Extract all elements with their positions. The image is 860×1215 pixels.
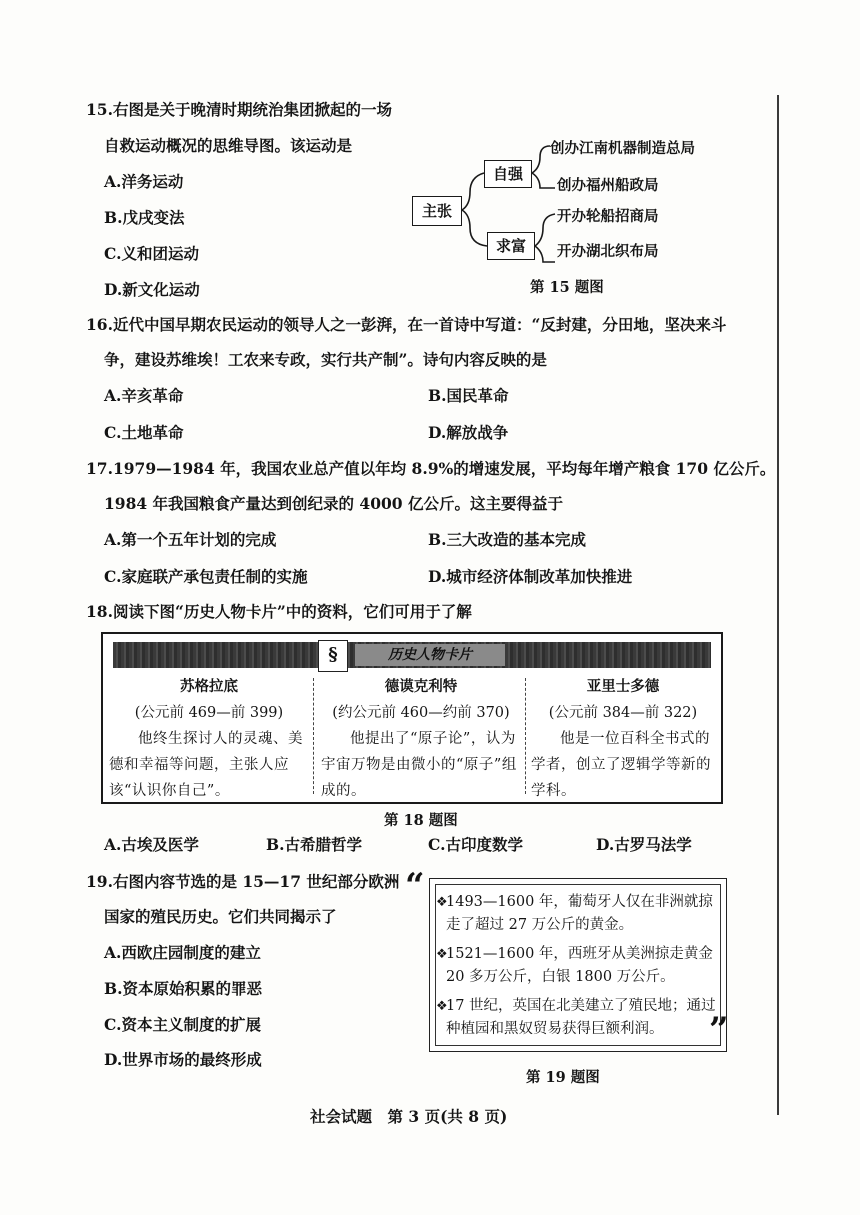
q19-stem-line2: 国家的殖民历史。它们共同揭示了 xyxy=(104,907,337,926)
q19-option-d[interactable]: D.世界市场的最终形成 xyxy=(104,1050,262,1069)
card-scroll-icon: § xyxy=(318,640,348,672)
close-quote-icon: ” xyxy=(709,1010,729,1050)
q15-mindmap-branch-qiufu: 求富 xyxy=(487,232,535,260)
person-name: 德谟克利特 xyxy=(384,678,458,695)
q17-option-a[interactable]: A.第一个五年计划的完成 xyxy=(104,530,277,549)
q15-stem-line2: 自救运动概况的思维导图。该运动是 xyxy=(104,136,353,155)
q15-caption: 第 15 题图 xyxy=(530,279,604,296)
card-divider xyxy=(313,678,314,794)
q19-item-3 xyxy=(436,995,718,1041)
card-divider xyxy=(525,678,526,794)
diamond-bullet-icon: ❖ xyxy=(436,895,448,910)
q17-option-b[interactable]: B.三大改造的基本完成 xyxy=(428,530,586,549)
q19-stem-line1: 19.右图内容节选的是 15—17 世纪部分欧洲 xyxy=(86,872,400,891)
person-dates: (公元前 384—前 322) xyxy=(548,705,698,721)
q18-option-c[interactable]: C.古印度数学 xyxy=(428,835,523,854)
q16-stem-line1: 16.近代中国早期农民运动的领导人之一彭湃，在一首诗中写道：“反封建，分田地，坚决来斗 xyxy=(86,315,727,334)
q15-mindmap-leaf-2: 创办福州船政局 xyxy=(557,177,659,194)
q15-stem-line1: 15.右图是关于晚清时期统治集团掀起的一场 xyxy=(86,100,392,119)
q16-stem-line2: 争，建设苏维埃！工农来专政，实行共产制”。诗句内容反映的是 xyxy=(104,350,547,369)
q18-option-b[interactable]: B.古希腊哲学 xyxy=(266,835,362,854)
q19-quote-box xyxy=(429,878,727,1052)
q16-option-a[interactable]: A.辛亥革命 xyxy=(104,386,184,405)
q18-history-card xyxy=(101,632,723,804)
q19-option-b[interactable]: B.资本原始积累的罪恶 xyxy=(104,979,262,998)
person-text: 他提出了“原子论”，认为宇宙万物是由微小的“原子”组成的。 xyxy=(321,731,517,799)
q18-stem: 18.阅读下图“历史人物卡片”中的资料，它们可用于了解 xyxy=(86,602,472,621)
card-person-aristotle xyxy=(531,674,715,804)
q19-caption: 第 19 题图 xyxy=(526,1069,600,1086)
card-person-socrates xyxy=(109,674,309,804)
q19-item-text: 1493—1600 年，葡萄牙人仅在非洲就掠走了超过 27 万公斤的黄金。 xyxy=(446,894,713,933)
q18-caption: 第 18 题图 xyxy=(384,812,458,829)
person-dates: (公元前 469—前 399) xyxy=(134,705,284,721)
q16-option-b[interactable]: B.国民革命 xyxy=(428,386,509,405)
q15-option-d[interactable]: D.新文化运动 xyxy=(104,280,200,299)
page-footer: 社会试题 第 3 页(共 8 页) xyxy=(310,1107,508,1126)
q15-option-a[interactable]: A.洋务运动 xyxy=(104,172,184,191)
q17-stem-line2: 1984 年我国粮食产量达到创纪录的 4000 亿公斤。这主要得益于 xyxy=(104,494,563,513)
q15-mindmap-leaf-1: 创办江南机器制造总局 xyxy=(550,140,695,157)
q15-mindmap-branch-ziqiang: 自强 xyxy=(484,160,532,188)
q15-mindmap-leaf-3: 开办轮船招商局 xyxy=(557,208,659,225)
q16-option-c[interactable]: C.土地革命 xyxy=(104,423,184,442)
q17-option-d[interactable]: D.城市经济体制改革加快推进 xyxy=(428,567,633,586)
q15-option-c[interactable]: C.义和团运动 xyxy=(104,244,199,263)
q19-item-2 xyxy=(436,943,718,989)
person-text: 他是一位百科全书式的学者，创立了逻辑学等新的学科。 xyxy=(531,731,711,799)
q19-quote-inner xyxy=(435,884,721,1046)
q17-option-c[interactable]: C.家庭联产承包责任制的实施 xyxy=(104,567,308,586)
open-quote-icon: “ xyxy=(405,866,425,906)
q19-item-text: 17 世纪，英国在北美建立了殖民地；通过种植园和黑奴贸易获得巨额利润。 xyxy=(446,998,716,1037)
q15-option-b[interactable]: B.戊戌变法 xyxy=(104,208,185,227)
person-name: 亚里士多德 xyxy=(586,678,660,695)
q15-mindmap-root: 主张 xyxy=(412,196,462,226)
q18-option-d[interactable]: D.古罗马法学 xyxy=(596,835,692,854)
card-title: 历史人物卡片 xyxy=(355,644,505,666)
diamond-bullet-icon: ❖ xyxy=(436,947,448,962)
person-dates: (约公元前 460—约前 370) xyxy=(332,705,510,721)
q15-mindmap-leaf-4: 开办湖北织布局 xyxy=(557,243,659,260)
q19-item-1 xyxy=(436,891,718,937)
person-text: 他终生探讨人的灵魂、美德和幸福等问题，主张人应该“认识你自己”。 xyxy=(109,731,303,799)
q16-option-d[interactable]: D.解放战争 xyxy=(428,423,509,442)
q17-stem-line1: 17.1979—1984 年，我国农业总产值以年均 8.9%的增速发展，平均每年增产粮食 170 亿公斤。 xyxy=(86,459,776,478)
q19-option-a[interactable]: A.西欧庄园制度的建立 xyxy=(104,943,261,962)
q18-option-a[interactable]: A.古埃及医学 xyxy=(104,835,199,854)
q19-option-c[interactable]: C.资本主义制度的扩展 xyxy=(104,1015,261,1034)
person-name: 苏格拉底 xyxy=(180,678,238,695)
card-person-democritus xyxy=(321,674,521,804)
diamond-bullet-icon: ❖ xyxy=(436,999,448,1014)
q19-item-text: 1521—1600 年，西班牙从美洲掠走黄金 20 多万公斤，白银 1800 万公斤。 xyxy=(446,946,713,985)
